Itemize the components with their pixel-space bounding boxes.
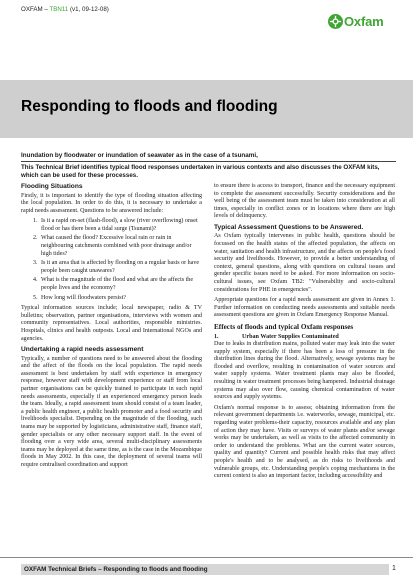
footer-label: OXFAM Technical Briefs – Responding to floods and flooding	[21, 564, 389, 575]
list-item: 4. What is the magnitude of the flood and what are the affects the people lives and the economy?	[39, 277, 202, 292]
title-band	[0, 80, 413, 138]
oxfam-logo-text: Oxfam	[344, 14, 384, 29]
left-column	[21, 183, 202, 473]
list-item: 2. What caused the flood? Excessive local rain or rain in neighbouring catchments combined with poor drainage and/or high tides?	[39, 235, 202, 258]
document-code-highlight: TBN11	[49, 6, 69, 13]
paragraph-oxfam-response: Oxfam's normal response is to assess; obtaining information from the relevant government departments i.e. waterworks, sewage, municipal, etc. regarding water problems-their capacity, resources available and any plan of action they may have. Visits or surveys of water plants and/or sewage works may be undertaken, as well as visits to the affected community in order to understand the problems. What are the current water sources, quality and quantity? Current and possible health risks that may affect people's health and to be analysed, as do risks to livelihoods and vulnerable groups, etc. Understanding people's coping mechanisms in the current context is also an important factor, including accessibility and	[214, 404, 395, 480]
paragraph-typical-questions: As Oxfam typically intervenes in public health, questions should be focussed on the health status of the affected population, the affects on water, sanitation and health infrastructure, and the affects on people's food security and livelihoods. However, to provide a better understanding of context, general questions, along with questions on cultural issues and gender specific issues need to be asked. For more information on socio-cultural issues, see Oxfam TB2: "Vulnerability and socio-cultural considerations for PHE in emergencies".	[214, 233, 395, 293]
heading-flooding-situations: Flooding Situations	[21, 183, 83, 190]
list-item: 5. How long will floodwaters persist?	[39, 295, 202, 303]
document-code-suffix: (v1, 09-12-08)	[68, 6, 109, 13]
heading-typical-questions: Typical Assessment Questions to be Answered.	[214, 223, 364, 231]
document-code-prefix: OXFAM –	[21, 6, 50, 13]
paragraph-continued: to ensure there is access to transport, finance and the necessary equipment to complete the assessment successfully. Security considerations and the well being of the assessment team must be taken into consideration at all times, especially in conflict zones or in locations where there are high levels of delinquency.	[214, 183, 395, 220]
paragraph-sources: Typical information sources include; local newspaper, radio & TV bulletins; observation, partner organisations, interviews with women and community representatives. Local authorities, responsible ministries. Hospitals, clinics and health outposts. Local and International NGOs and agencies.	[21, 305, 202, 342]
list-item: 1. Is it a rapid on-set (flash-flood), a slow (river overflowing) onset flood or has there been a tidal surge (Tsunami)?	[39, 218, 202, 233]
paragraph-appropriate-questions: Appropriate questions for a rapid needs assessment are given in Annex 1. Further information on conducting needs assessments and suitable needs assessment questions are given in Oxfam Emergency Response Manual.	[214, 297, 395, 319]
paragraph-situations: Firstly, it is important to identify the type of flooding situation affecting the local population. In order to do this, it is necessary to undertake a rapid needs assessment. Questions to be answered include:	[21, 192, 202, 214]
intro-line-2: This Technical Brief identifies typical flood responses undertaken in various contexts and also discusses the OXFAM kits, which can be used for these processes.	[21, 164, 380, 179]
subheading-urban-water	[214, 333, 395, 341]
page-title: Responding to floods and flooding	[21, 98, 278, 115]
assessment-question-list	[21, 218, 202, 302]
right-column	[214, 183, 395, 484]
heading-rapid-assessment: Undertaking a rapid needs assessment	[21, 346, 144, 354]
intro-line-1: Inundation by floodwater or inundation of seawater as in the case of a tsunami,	[21, 152, 258, 159]
list-item: 3. Is it an area that is affected by flooding on a regular basis or have people been caught unawares?	[39, 260, 202, 275]
subheading-label: Urban Water Supplies Contaminated	[242, 334, 339, 340]
oxfam-logo-icon	[328, 14, 343, 29]
intro-divider	[21, 161, 396, 162]
page-number: 1	[392, 565, 396, 572]
paragraph-rapid-assessment: Typically, a number of questions need to be answered about the flooding and the affect of the floods on the local population. The rapid needs assessment is best undertaken by staff with experience in emergency response, however staff with development experience or staff from local partner organisations can be quickly trained to participate in such rapid needs assessments, especially if an experienced emergency person leads the team. Ideally, a rapid assessment team should consist of a team leader, a public health engineer, a public health promoter and a food security and livelihoods specialist. Depending on the magnitude of the flooding, such teams may be supported by logisticians, administrative staff, finance staff, gender specialists or any other necessary support staff. In the event of flooding over a very wide area, several multi-disciplinary assessments teams may be deployed at the same time, as is the case in the Mozambique floods in May 2002. In this case, the deployment of several teams will require centralised coordination and support	[21, 355, 202, 468]
footer-divider	[0, 557, 413, 558]
document-code	[21, 6, 109, 13]
subheading-number: 1.	[214, 334, 219, 340]
heading-effects-responses: Effects of floods and typical Oxfam responses	[214, 323, 354, 331]
paragraph-urban-water: Due to leaks in distribution mains, polluted water may leak into the water supply system, especially if there has been a loss of pressure in the distribution lines during the flood. Alternatively, sewage systems may be flooded and overflow, resulting in contamination of water sources and water supply systems. Water treatment plants may also be flooded, resulting in water treatment processes being hampered. Industrial drainage systems may also over flow, causing chemical contamination of water sources and supply systems.	[214, 341, 395, 401]
